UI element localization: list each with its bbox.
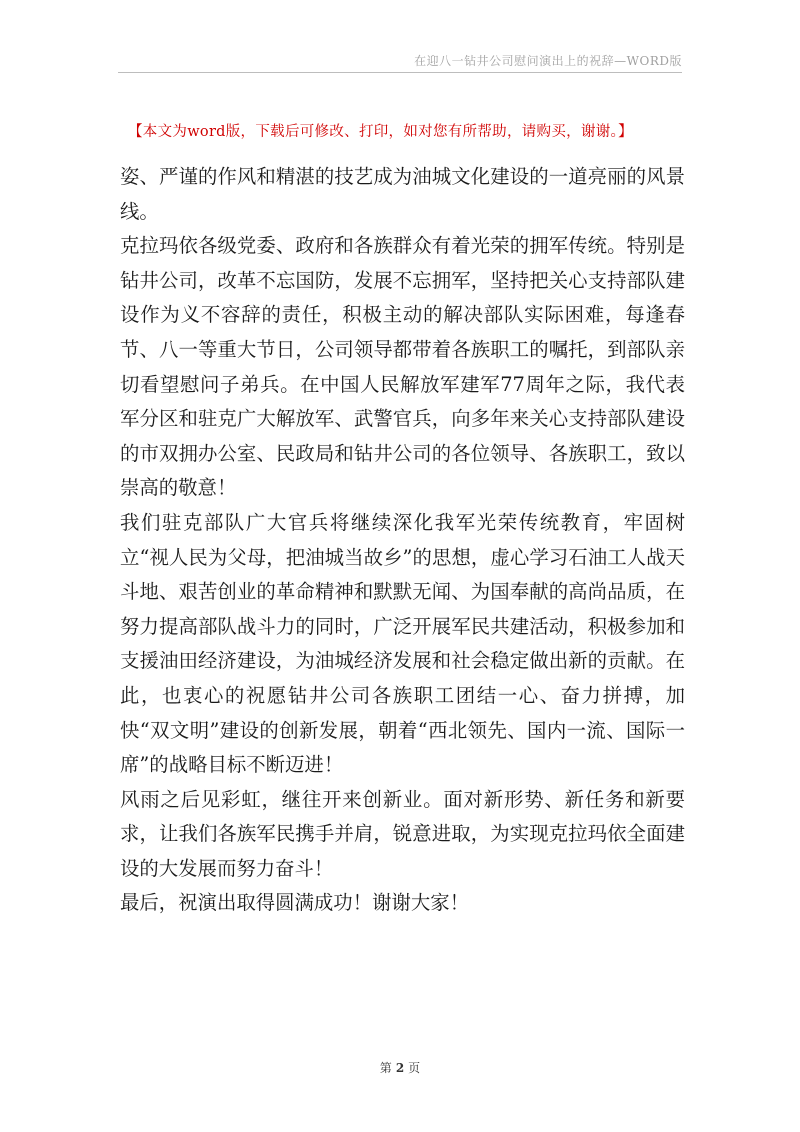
page-footer — [0, 1059, 800, 1076]
paragraph-4: 风雨之后见彩虹，继往开来创新业。面对新形势、新任务和新要求，让我们各族军民携手并肩，锐意进取，为实现克拉玛依全面建设的大发展而努力奋斗！ — [120, 787, 685, 880]
header-divider — [118, 72, 682, 73]
paragraph-1: 姿、严谨的作风和精湛的技艺成为油城文化建设的一道亮丽的风景线。 — [120, 165, 685, 223]
paragraph-5: 最后，祝演出取得圆满成功！谢谢大家！ — [120, 891, 470, 915]
footer-suffix: 页 — [408, 1061, 421, 1075]
footer-prefix: 第 — [379, 1061, 392, 1075]
document-body — [120, 160, 685, 921]
download-notice: 【本文为word版，下载后可修改、打印，如对您有所帮助，请购买，谢谢。】 — [128, 124, 633, 140]
page-header-title: 在迎八一钻井公司慰问演出上的祝辞—WORD版 — [414, 54, 682, 68]
page-number: 2 — [395, 1061, 405, 1075]
paragraph-2: 克拉玛依各级党委、政府和各族群众有着光荣的拥军传统。特别是钻井公司，改革不忘国防，发展不忘拥军，坚持把关心支持部队建设作为义不容辞的责任，积极主动的解决部队实际困难，每逢春节、八一等重大节日，公司领导都带着各族职工的嘱托，到部队亲切看望慰问子弟兵。在中国人民解放军建军77周年之际，我代表军分区和驻克广大解放军、武警官兵，向多年来关心支持部队建设的市双拥办公室、民政局和钻井公司的各位领导、各族职工，致以崇高的敬意！ — [120, 234, 685, 500]
paragraph-3: 我们驻克部队广大官兵将继续深化我军光荣传统教育，牢固树立“视人民为父母，把油城当故乡”的思想，虚心学习石油工人战天斗地、艰苦创业的革命精神和默默无闻、为国奉献的高尚品质，在努力提高部队战斗力的同时，广泛开展军民共建活动，积极参加和支援油田经济建设，为油城经济发展和社会稳定做出新的贡献。在此，也衷心的祝愿钻井公司各族职工团结一心、奋力拼搏，加快“双文明”建设的创新发展，朝着“西北领先、国内一流、国际一席”的战略目标不断迈进！ — [120, 510, 685, 777]
